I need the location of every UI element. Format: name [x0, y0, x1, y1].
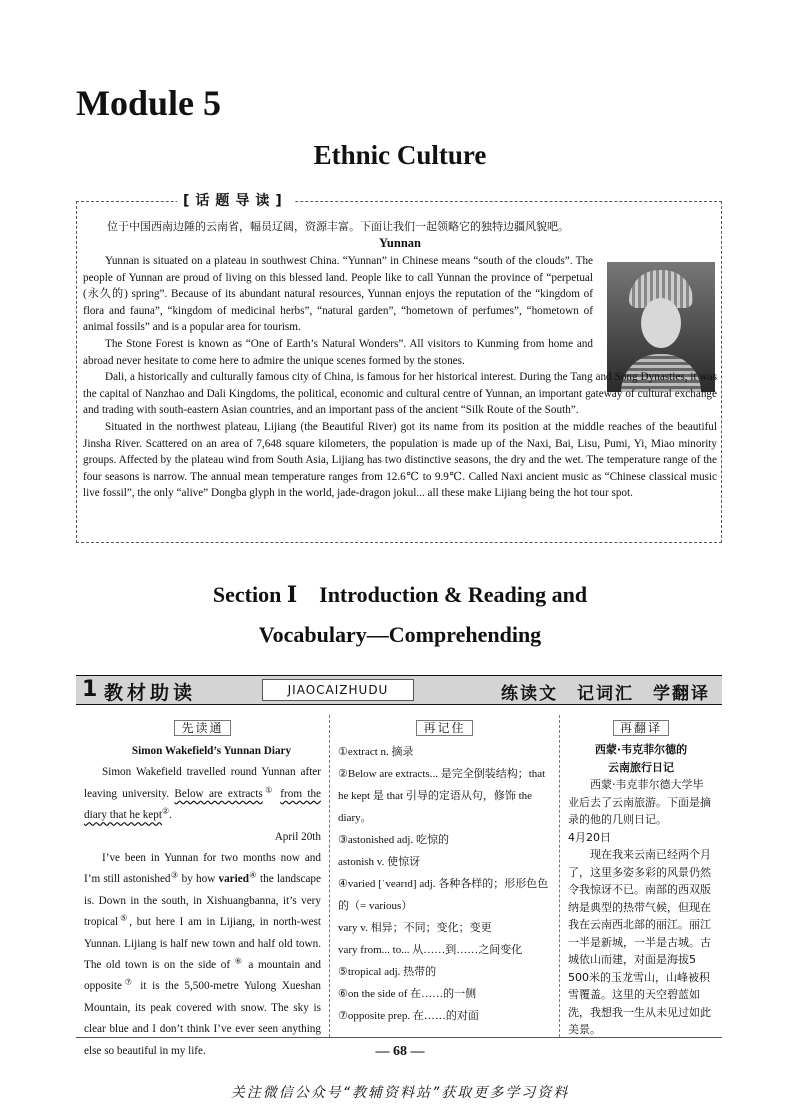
banner-slogan: 练读文 记词汇 学翻译 — [501, 684, 710, 704]
vocab-note: vary from... to... 从……到……之间变化 — [338, 944, 523, 956]
banner-title: 教材助读 — [104, 682, 197, 704]
column-remember — [330, 715, 560, 1037]
translation-paragraph: 西蒙·韦克菲尔德大学毕业后去了云南旅游。下面是摘录的他的几则日记。 — [568, 778, 711, 826]
column-read — [76, 715, 330, 1057]
translation-title: 云南旅行日记 — [608, 760, 674, 774]
vocab-note: ⑦opposite prep. 在……的对面 — [338, 1010, 479, 1022]
vocab-note: ③astonished adj. 吃惊的 — [338, 834, 449, 846]
chapter-title: Ethnic Culture — [313, 140, 487, 170]
topic-text — [83, 253, 717, 502]
topic-intro: 位于中国西南边陲的云南省，幅员辽阔，资源丰富。下面让我们一起领略它的独特边疆风貌吧。 — [107, 220, 569, 233]
vocab-note: ②Below are extracts... 是完全倒装结构；that he kept 是 that 引导的定语从句，修饰 the diary。 — [338, 768, 546, 824]
diary-text — [84, 741, 321, 1062]
diary-date: April 20th — [274, 830, 321, 843]
translation-text — [568, 741, 714, 1039]
vocab-note: ⑥on the side of 在……的一侧 — [338, 988, 477, 1000]
translation-title: 西蒙·韦克菲尔德的 — [594, 743, 688, 756]
column-translate — [560, 715, 722, 1037]
translation-paragraph: 现在我来云南已经两个月了，这里多姿多彩的风景仍然令我惊讶不已。南部的西双版纳是典型的热带气候，但现在我在云南西北部的丽江。丽江一半是新城，一半是古城。古城依山而建，对面是海拔5 500米的玉龙雪山，山峰被积雪覆盖。这里的天空碧蓝如洗，我想我一生从未见过如此美景。 — [568, 848, 711, 1036]
topic-paragraph: Situated in the northwest plateau, Lijiang (the Beautiful River) got its name from its position at the middle reaches of the beautiful Jinsha River. Scattered on an area of 7,648 square kilometers, the population is made up of the Naxi, Bai, Lisu, Pumi, Yi, Miao minority groups. Affected by the plateau wind from South Asia, Lijiang has two distinctive seasons, the dry and the wet. The temperature range of the four seasons is narrow. The annual mean temperature ranges from 12.6℃ to 9.9℃. Called Naxi ancient music as “Chinese classical music live fossil”, the only “alive” Dongba glyph in the world, jade-dragon jokul... all these make Lijiang being the hot tour spot. — [83, 420, 717, 500]
topic-paragraph: Yunnan is situated on a plateau in southwest China. “Yunnan” in Chinese means “south of the clouds”. The people of Yunnan are proud of living on this blessed land. People like to call Yunnan the province of “perpetual (永久的) spring”. Because of its abundant natural resources, Yunnan enjoys the reputation of the “kingdom of flora and fauna”, “kingdom of medicinal herbs”, “natural garden”, “hometown of perfumes”, “hometown of animal fossils” and is a popular area for tourism. — [83, 255, 593, 334]
banner-pinyin: JIAOCAIZHUDU — [262, 679, 414, 701]
translation-date: 4月20日 — [568, 830, 611, 844]
topic-reading-box — [76, 193, 722, 543]
diary-title: Simon Wakefield’s Yunnan Diary — [131, 745, 292, 757]
vocab-note: vary v. 相异；不同；变化；变更 — [338, 922, 492, 934]
column-label: 再翻译 — [613, 720, 669, 736]
diary-paragraph: I’ve been in Yunnan for two months now and I’m still astonished③ by how varied④ the landscape is. Down in the south, in Xishuangbanna, it’s very tropical⑤, but here I am in Lijiang, in north-west Yunnan. Lijiang is half new town and half old town. The old town is on the side of ⑥ a mountain and opposite⑦ it is the 5,500-metre Yulong Xueshan Mountain, its peak covered with snow. The sky is clear blue and I don’t think I’ve ever seen anything else so beautiful in my life. — [84, 852, 321, 1057]
column-label: 先读通 — [174, 720, 230, 736]
section-title: Section Ⅰ Introduction & Reading and Vocabulary—Comprehending — [212, 582, 588, 647]
vocab-note: ①extract n. 摘录 — [338, 746, 414, 758]
diary-paragraph: Simon Wakefield travelled round Yunnan after leaving university. Below are extracts① from the diary that he kept②. — [84, 766, 322, 822]
page-number: — 68 — — [375, 1044, 425, 1059]
textbook-guide-banner — [76, 675, 722, 705]
footer-note: 关注微信公众号“教辅资料站”获取更多学习资料 — [230, 1085, 570, 1101]
topic-paragraph: The Stone Forest is known as “One of Earth’s Natural Wonders”. All visitors to Kunming from home and abroad never hesitate to come here to admire the unique scenes formed by the stones. — [83, 337, 593, 367]
vocab-notes — [338, 741, 551, 1027]
column-label: 再记住 — [416, 720, 472, 736]
module-title: Module 5 — [76, 83, 222, 123]
vocab-note: ⑤tropical adj. 热带的 — [338, 966, 437, 978]
topic-paragraph: Dali, a historically and culturally famous city of China, is famous for her historical interest. During the Tang and Song Dynasties, it was the capital of Nanzhao and Dali Kingdoms, the political, economic and cultural centre of Yunnan, an important gateway of cultural exchange and trading with south-eastern Asian countries, and an important pass of the ancient “Silk Route of the South”. — [83, 371, 717, 417]
topic-label: [话题导读] — [177, 190, 294, 210]
topic-heading: Yunnan — [379, 236, 421, 250]
vocab-note: ④varied [ˈveərɪd] adj. 各种各样的；形形色色的（= various） — [338, 878, 549, 912]
vocab-note: astonish v. 使惊讶 — [338, 856, 421, 868]
banner-number: 1 — [82, 677, 98, 702]
